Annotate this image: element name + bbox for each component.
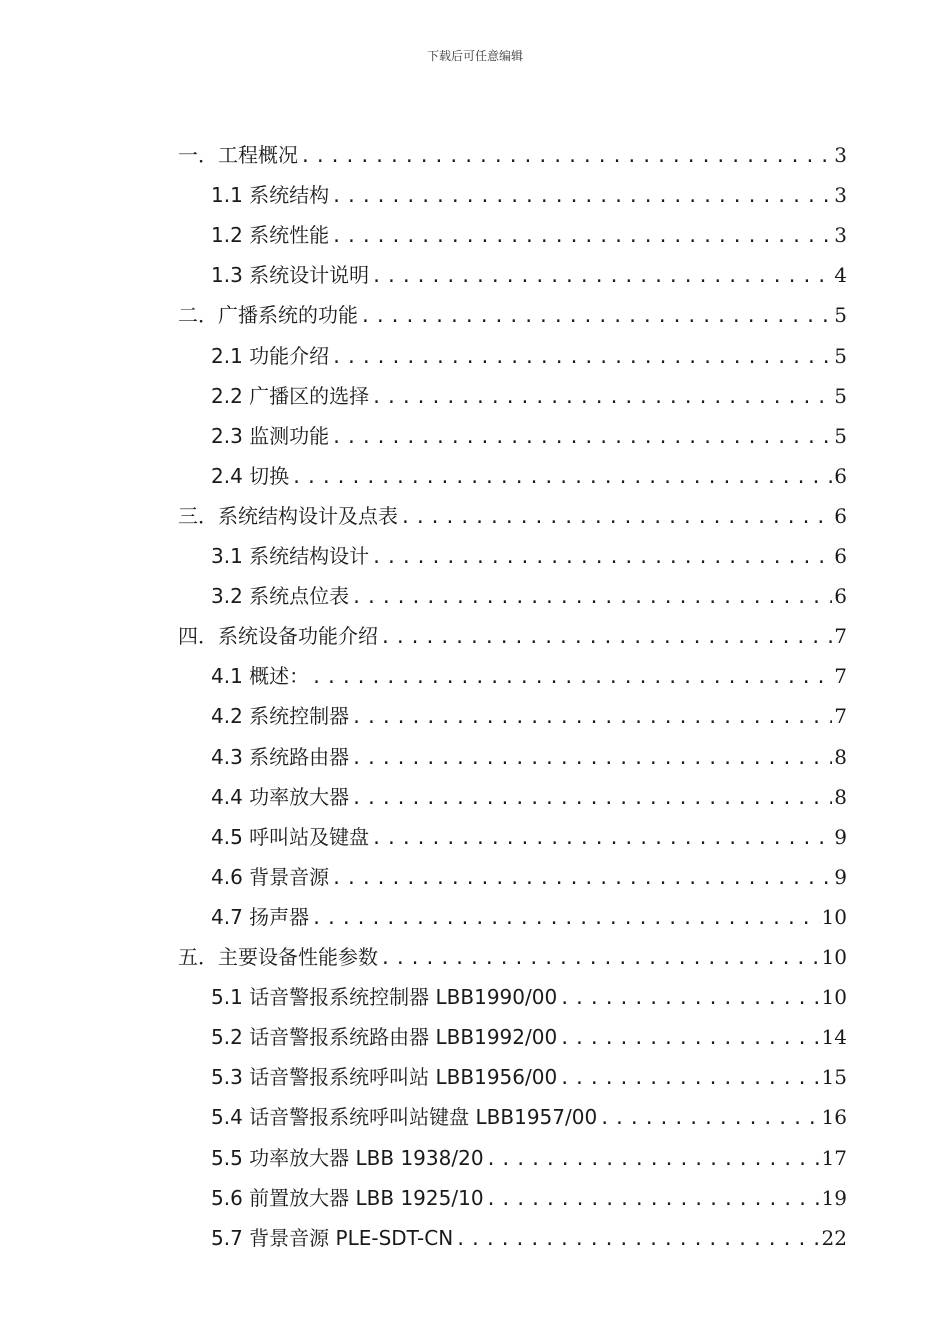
toc-entry-label: 4.7 扬声器	[211, 904, 310, 929]
toc-section-entry[interactable]	[211, 376, 847, 416]
toc-entry-label: 5.3 话音警报系统呼叫站 LBB1956/00	[211, 1065, 558, 1090]
toc-entry-label: 四．系统设备功能介绍	[178, 624, 378, 649]
toc-entry-label: 1.1 系统结构	[211, 183, 330, 208]
toc-entry-label: 3.1 系统结构设计	[211, 544, 370, 568]
toc-leader-dots	[331, 217, 832, 257]
toc-entry-label: 2.2 广播区的选择	[211, 383, 370, 408]
toc-entry-label: 5.4 话音警报系统呼叫站键盘 LBB1957/00	[211, 1105, 598, 1130]
toc-page-number: 7	[834, 624, 847, 649]
toc-leader-dots	[400, 498, 832, 538]
toc-leader-dots	[455, 1220, 819, 1260]
toc-section-entry[interactable]	[211, 336, 847, 376]
toc-leader-dots	[351, 578, 832, 618]
toc-section-entry[interactable]	[211, 536, 847, 576]
toc-entry-label: 5.2 话音警报系统路由器 LBB1992/00	[211, 1025, 558, 1050]
toc-page-number: 22	[821, 1225, 847, 1250]
page-header: 下载后可任意编辑	[426, 49, 523, 63]
toc-section-entry[interactable]	[211, 1218, 847, 1258]
toc-leader-dots	[331, 418, 832, 458]
toc-leader-dots	[351, 739, 832, 779]
toc-section-entry[interactable]	[211, 1097, 847, 1137]
toc-entry-label: 5.6 前置放大器 LBB 1925/10	[211, 1185, 484, 1210]
toc-leader-dots	[486, 1180, 820, 1220]
toc-page-number: 10	[821, 945, 847, 969]
toc-section-entry[interactable]	[211, 1017, 847, 1057]
toc-chapter-entry[interactable]	[178, 135, 847, 175]
toc-leader-dots	[351, 698, 832, 738]
toc-section-entry[interactable]	[211, 777, 847, 817]
toc-section-entry[interactable]	[211, 977, 847, 1017]
toc-page-number: 7	[834, 704, 847, 729]
toc-page-number: 5	[834, 423, 847, 448]
toc-section-entry[interactable]	[211, 656, 847, 696]
toc-leader-dots	[559, 1019, 819, 1059]
toc-page-number: 8	[834, 744, 847, 769]
toc-entry-label: 五．主要设备性能参数	[178, 945, 378, 969]
toc-page-number: 5	[834, 303, 847, 328]
toc-section-entry[interactable]	[211, 456, 847, 496]
toc-page-number: 3	[834, 223, 847, 248]
toc-chapter-entry[interactable]	[178, 496, 847, 536]
toc-section-entry[interactable]	[211, 1057, 847, 1097]
toc-page-number: 6	[834, 584, 847, 609]
toc-entry-label: 4.2 系统控制器	[211, 704, 350, 729]
toc-page-number: 15	[821, 1065, 847, 1090]
toc-leader-dots	[311, 658, 832, 698]
toc-page-number: 5	[834, 343, 847, 368]
toc-entry-label: 4.4 功率放大器	[211, 784, 350, 809]
toc-leader-dots	[311, 899, 819, 939]
toc-entry-label: 1.3 系统设计说明	[211, 263, 370, 288]
toc-section-entry[interactable]	[211, 817, 847, 857]
toc-entry-label: 一．工程概况	[178, 143, 298, 167]
toc-page-number: 6	[834, 503, 847, 528]
toc-section-entry[interactable]	[211, 696, 847, 736]
toc-leader-dots	[371, 819, 832, 859]
toc-section-entry[interactable]	[211, 1178, 847, 1218]
toc-section-entry[interactable]	[211, 215, 847, 255]
toc-page-number: 7	[834, 664, 847, 689]
toc-page-number: 8	[834, 784, 847, 809]
toc-leader-dots	[291, 458, 832, 498]
toc-section-entry[interactable]	[211, 255, 847, 295]
toc-section-entry[interactable]	[211, 897, 847, 937]
toc-leader-dots	[380, 939, 820, 979]
toc-entry-label: 4.3 系统路由器	[211, 744, 350, 769]
toc-leader-dots	[559, 979, 819, 1019]
toc-section-entry[interactable]	[211, 175, 847, 215]
toc-page-number: 4	[834, 263, 847, 288]
toc-page-number: 6	[834, 544, 847, 568]
toc-entry-label: 1.2 系统性能	[211, 223, 330, 248]
toc-page-number: 3	[834, 183, 847, 208]
toc-leader-dots	[331, 177, 832, 217]
toc-section-entry[interactable]	[211, 576, 847, 616]
toc-entry-label: 2.1 功能介绍	[211, 343, 330, 368]
toc-page-number: 6	[834, 463, 847, 488]
toc-chapter-entry[interactable]	[178, 295, 847, 335]
toc-leader-dots	[380, 618, 832, 658]
toc-entry-label: 4.5 呼叫站及键盘	[211, 824, 370, 849]
toc-chapter-entry[interactable]	[178, 616, 847, 656]
toc-page-number: 5	[834, 383, 847, 408]
toc-page-number: 14	[821, 1025, 847, 1050]
toc-leader-dots	[331, 859, 832, 899]
toc-section-entry[interactable]	[211, 1138, 847, 1178]
toc-page-number: 10	[821, 904, 847, 929]
toc-chapter-entry[interactable]	[178, 937, 847, 977]
toc-leader-dots	[300, 137, 832, 177]
toc-page-number: 17	[821, 1145, 847, 1170]
toc-leader-dots	[371, 538, 832, 578]
toc-leader-dots	[559, 1059, 819, 1099]
toc-leader-dots	[486, 1140, 820, 1180]
toc-leader-dots	[371, 378, 832, 418]
toc-page-number: 9	[834, 864, 847, 889]
toc-entry-label: 5.1 话音警报系统控制器 LBB1990/00	[211, 985, 558, 1010]
toc-entry-label: 三．系统结构设计及点表	[178, 503, 398, 528]
toc-entry-label: 4.6 背景音源	[211, 864, 330, 889]
toc-page-number: 19	[821, 1185, 847, 1210]
toc-leader-dots	[599, 1099, 819, 1139]
toc-entry-label: 3.2 系统点位表	[211, 584, 350, 609]
toc-entry-label: 5.7 背景音源 PLE-SDT-CN	[211, 1225, 454, 1250]
toc-page-number: 3	[834, 143, 847, 167]
toc-entry-label: 2.3 监测功能	[211, 423, 330, 448]
toc-entry-label: 4.1 概述：	[211, 664, 310, 689]
toc-section-entry[interactable]	[211, 737, 847, 777]
toc-section-entry[interactable]	[211, 857, 847, 897]
toc-leader-dots	[351, 779, 832, 819]
toc-section-entry[interactable]	[211, 416, 847, 456]
toc-leader-dots	[371, 257, 832, 297]
toc-page-number: 9	[834, 824, 847, 849]
toc-entry-label: 5.5 功率放大器 LBB 1938/20	[211, 1145, 484, 1170]
toc-leader-dots	[331, 338, 832, 378]
toc-entry-label: 二．广播系统的功能	[178, 303, 358, 328]
toc-page-number: 10	[821, 985, 847, 1010]
toc-entry-label: 2.4 切换	[211, 463, 290, 488]
toc-page-number: 16	[821, 1105, 847, 1130]
toc-leader-dots	[360, 297, 832, 337]
